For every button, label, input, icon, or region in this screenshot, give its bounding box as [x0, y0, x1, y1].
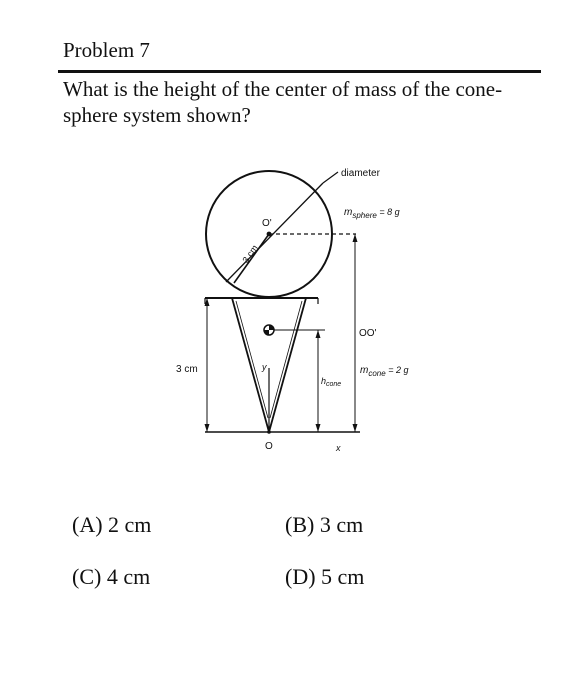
- question-text: [63, 76, 548, 128]
- o-prime-label: O': [262, 218, 272, 229]
- cone-inner-left: [236, 301, 268, 418]
- m-sphere-label: $m_{sphere} = 8$ g: [344, 207, 400, 220]
- title-divider: [58, 70, 541, 73]
- sphere-center-point: [267, 232, 272, 237]
- answer-choice-c: (C) 4 cm: [72, 564, 151, 589]
- answer-choice-a: (A) 2 cm: [72, 512, 152, 537]
- h-cone-label: $h_{cone}$: [321, 376, 342, 388]
- m-cone-label: $m_{cone} = 2$ g: [360, 365, 409, 378]
- question-line-2: sphere system shown?: [63, 103, 251, 127]
- cone-height-label: 3 cm: [176, 364, 198, 375]
- answer-choice-d: (D) 5 cm: [285, 564, 365, 589]
- x-axis-label: x: [336, 443, 341, 453]
- diameter-line: [226, 183, 323, 282]
- question-line-1: What is the height of the center of mass of the cone-: [63, 77, 503, 101]
- problem-title: Problem 7: [63, 38, 150, 62]
- origin-label: O: [265, 441, 273, 452]
- diameter-leader: [323, 172, 338, 183]
- y-axis-label: y: [262, 362, 267, 372]
- cone-right-edge: [269, 298, 306, 432]
- answer-choice-b: (B) 3 cm: [285, 512, 364, 537]
- cone-inner-right: [270, 301, 302, 418]
- cone-sphere-figure: [150, 150, 450, 460]
- origin-point: [267, 430, 271, 434]
- oo-prime-label: OO': [359, 328, 377, 339]
- radius-label: 3 cm: [240, 242, 260, 265]
- diameter-label: diameter: [341, 168, 380, 179]
